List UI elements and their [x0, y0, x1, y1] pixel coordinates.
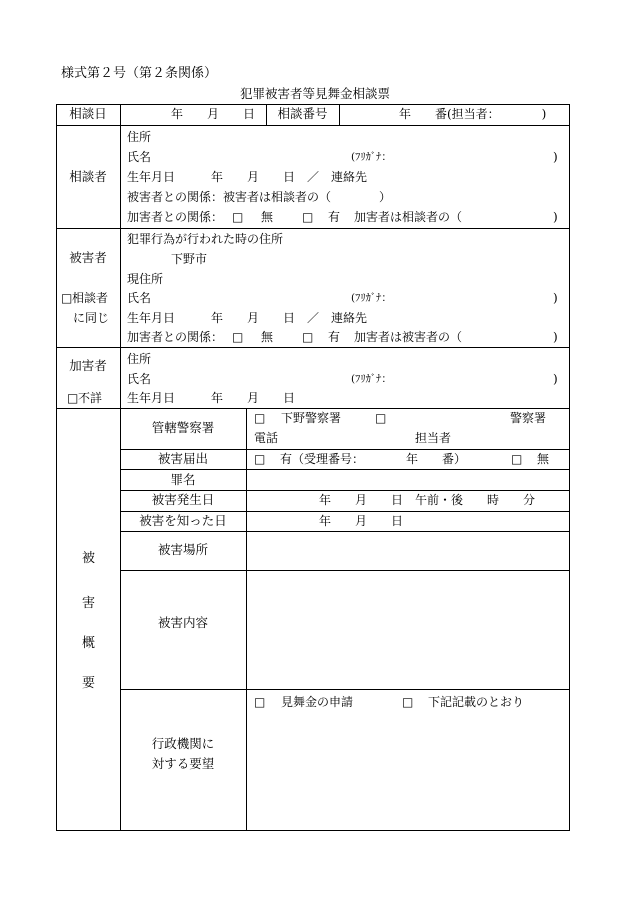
victim-label: 被害者 [69, 250, 107, 265]
request-label-line2: 対する要望 [151, 756, 215, 771]
victim-furigana-close: ) [553, 291, 558, 305]
report-no-checkbox[interactable]: □ [511, 452, 523, 466]
victim-city: 下野市 [171, 252, 208, 266]
victim-offender-yes-label: 有 [328, 330, 341, 344]
consultant-offender-yes-checkbox[interactable]: □ [302, 210, 314, 224]
consultant-victim-relation[interactable]: 被害者との関係：被害者は相談者の（ ） [127, 190, 392, 204]
report-no-label: 無 [537, 452, 550, 466]
victim-same-checkbox[interactable]: □ [61, 291, 73, 305]
victim-crime-address-label: 犯罪行為が行われた時の住所 [127, 232, 284, 246]
damage-vertical-label-1: 被 [82, 551, 96, 566]
consultant-furigana[interactable]: (ﾌﾘｶﾞﾅ： [351, 151, 392, 163]
form-title: 犯罪被害者等見舞金相談票 [239, 86, 390, 101]
damage-report-label: 被害届出 [157, 451, 208, 466]
consult-number-label: 相談番号 [277, 106, 328, 121]
consultant-offender-no-checkbox[interactable]: □ [232, 210, 244, 224]
offender-unknown-label: 不詳 [78, 391, 103, 405]
damage-vertical-label-4: 要 [82, 676, 96, 691]
damage-content-label: 被害内容 [157, 615, 208, 630]
police-person-in-charge-label[interactable]: 担当者 [415, 431, 452, 445]
consultant-furigana-close: ) [553, 150, 558, 164]
form-id: 様式第２号（第２条関係） [61, 66, 218, 81]
victim-offender-relation-label: 加害者との関係： [127, 330, 224, 344]
victim-offender-no-checkbox[interactable]: □ [232, 330, 244, 344]
offender-furigana[interactable]: (ﾌﾘｶﾞﾅ： [351, 373, 392, 385]
consultant-offender-relation-suffix[interactable]: 加害者は相談者の（ [354, 210, 463, 224]
police-option1-label: 下野警察署 [281, 411, 342, 425]
police-station-label: 管轄警察署 [151, 420, 215, 435]
consultant-label: 相談者 [69, 169, 107, 184]
occurrence-date-value[interactable]: 年 月 日 午前・後 時 分 [319, 493, 536, 507]
request-label-line1: 行政機関に [151, 736, 215, 751]
report-yes-checkbox[interactable]: □ [254, 452, 266, 466]
victim-offender-relation-suffix[interactable]: 加害者は被害者の（ [354, 330, 463, 344]
request-option1-checkbox[interactable]: □ [254, 695, 266, 709]
damage-vertical-label-3: 概 [82, 636, 96, 651]
victim-same-label-1: 相談者 [72, 291, 109, 305]
victim-offender-yes-checkbox[interactable]: □ [302, 330, 314, 344]
police-phone-label[interactable]: 電話 [254, 431, 279, 445]
victim-birth-contact[interactable]: 生年月日 年 月 日 ／ 連絡先 [127, 311, 368, 325]
consultant-address[interactable]: 住所 [127, 130, 152, 144]
request-option2-label: 下記記載のとおり [428, 695, 525, 709]
damage-place-label: 被害場所 [157, 542, 208, 557]
crime-name-label: 罪名 [170, 472, 196, 487]
police-option1-checkbox[interactable]: □ [254, 411, 266, 425]
consultant-name[interactable]: 氏名 [127, 150, 152, 164]
consultant-offender-relation-close: ) [553, 210, 558, 224]
known-date-label: 被害を知った日 [139, 513, 227, 528]
offender-birth[interactable]: 生年月日 年 月 日 [127, 391, 296, 405]
consult-number-value[interactable]: 年 番(担当者： ) [399, 107, 547, 121]
damage-vertical-label-2: 害 [82, 596, 96, 611]
police-option2-suffix: 警察署 [510, 411, 547, 425]
report-yes-label[interactable]: 有（受理番号： 年 番） [280, 452, 467, 466]
consultant-birth-contact[interactable]: 生年月日 年 月 日 ／ 連絡先 [127, 170, 368, 184]
victim-offender-relation-close: ) [553, 330, 558, 344]
consult-date-label: 相談日 [69, 106, 107, 121]
consultant-offender-no-label: 無 [261, 210, 274, 224]
occurrence-date-label: 被害発生日 [151, 492, 215, 507]
consult-date-value[interactable]: 年 月 日 [171, 107, 256, 121]
offender-furigana-close: ) [553, 372, 558, 386]
known-date-value[interactable]: 年 月 日 [319, 514, 404, 528]
victim-same-label-2: に同じ [73, 311, 110, 325]
offender-name[interactable]: 氏名 [127, 372, 152, 386]
consultant-offender-yes-label: 有 [328, 210, 341, 224]
offender-unknown-checkbox[interactable]: □ [67, 391, 79, 405]
victim-current-address[interactable]: 現住所 [127, 272, 164, 286]
police-option2-checkbox[interactable]: □ [375, 411, 387, 425]
victim-furigana[interactable]: (ﾌﾘｶﾞﾅ： [351, 292, 392, 304]
offender-label: 加害者 [69, 358, 107, 373]
offender-address[interactable]: 住所 [127, 352, 152, 366]
victim-name[interactable]: 氏名 [127, 291, 152, 305]
consultant-offender-relation-label: 加害者との関係： [127, 210, 224, 224]
request-option1-label: 見舞金の申請 [281, 695, 354, 709]
request-option2-checkbox[interactable]: □ [402, 695, 414, 709]
victim-offender-no-label: 無 [261, 330, 274, 344]
